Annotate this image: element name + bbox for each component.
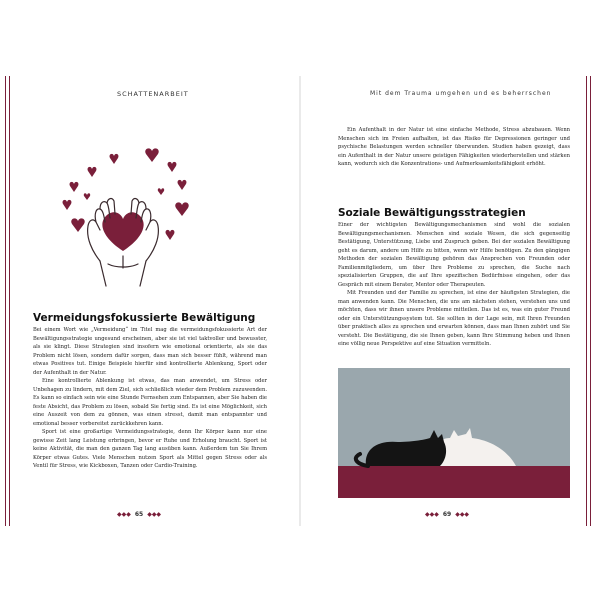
right-intro-text xyxy=(338,126,570,169)
left-body-text xyxy=(33,326,267,471)
paragraph: Bei einem Wort wie „Vermeidung“ im Titel mag die vermeidungsfokussierte Art der Bewältigungsstrategie ungesund erscheinen, aber sie ist viel taktvoller und bewusster, als sie klingt. Diese Strategien sind insofern wie emotional orientierte, als sie das Problem nicht lösen, sondern dafür sorgen, dass man sich besser fühlt, während man etwas Positives tut. Einige Beispiele hierfür sind kontrollierte Ablenkung, Sport oder der Aufenthalt in der Natur. xyxy=(33,327,267,376)
paragraph: Eine kontrollierte Ablenkung ist etwas, das man anwendet, um Stress oder Unbehagen zu lindern, mit dem Ziel, sich schließlich wieder dem Problem zuzuwenden. Es kann so einfach sein wie eine Stunde Fernsehen zum Entspannen, aber Sie haben die feste Absicht, das Problem zu lösen, sobald Sie fertig sind. Es ist eine Möglichkeit, sich eine Auszeit von dem zu gönnen, was einen stresst, damit man entspannter und emotional besser vorbereitet zurückkehren kann. xyxy=(33,378,267,427)
ornament-icon: ◆◆◆ xyxy=(425,511,439,518)
ornament-icon: ◆◆◆ xyxy=(117,511,131,518)
black-and-white-cats-image xyxy=(338,368,570,498)
right-margin-rule xyxy=(590,76,591,526)
section-heading-social: Soziale Bewältigungsstrategien xyxy=(338,207,526,219)
paragraph: Ein Aufenthalt in der Natur ist eine einfache Methode, Stress abzubauen. Wenn Menschen sich im Freien aufhalten, ist das Risiko für Depressionen geringer und psychische Belastungen werden schneller überwunden. Studien haben gezeigt, dass ein Aufenthalt in der Natur unsere geistigen Fähigkeiten wiederherstellen und stärken kann, wodurch sich die Konzentrations- und Aufmerksamkeitsfähigkeit erhöht. xyxy=(338,127,570,167)
ornament-icon: ◆◆◆ xyxy=(455,511,470,518)
page-number-left: ◆◆◆ 65 ◆◆◆ xyxy=(117,511,162,518)
paragraph: Einer der wichtigsten Bewältigungsmechanismen sind wohl die sozialen Bewältigungsmechanismen. Menschen sind soziale Wesen, die sich gegenseitig Bestätigung, Unterstützung, Liebe und Zuspruch geben. Bei der sozialen Bewältigung geht es darum, andere um Hilfe zu bitten, wenn wir Hilfe benötigen. Zu den gängigen Methoden der sozialen Bewältigung gehören das Ansprechen von Freunden oder Familienmitgliedern, um über Ihre Probleme zu sprechen, die Suche nach spezialisierten Gruppen, die auf Ihre spezifischen Bedürfnisse eingehen, oder das Gespräch mit einem Berater, Mentor oder Therapeuten. xyxy=(338,222,570,288)
section-heading-avoidance: Vermeidungsfokussierte Bewältigung xyxy=(33,312,256,324)
running-header-right: Mit dem Trauma umgehen und es beherrschen xyxy=(370,90,552,97)
paragraph: Mit Freunden und der Familie zu sprechen, ist eine der häufigsten Strategien, die man anwenden kann. Die Menschen, die uns am nächsten stehen, verstehen uns und möchten, dass wir ihnen unsere Probleme mitteilen. Das ist es, was ein guter Freund oder ein Unterstützungssystem tut. Sie sollten in der Lage sein, mit Ihren Freunden über praktisch alles zu sprechen und erwarten können, dass man Ihnen zuhört und Sie versteht. Die Bestätigung, die sie Ihnen geben, kann Ihre Stimmung heben und Ihnen eine völlig neue Perspektive auf eine Situation vermitteln. xyxy=(338,290,570,347)
hands-holding-heart-icon xyxy=(48,146,198,296)
left-page xyxy=(0,76,300,526)
right-page xyxy=(300,76,600,526)
cats-illustration xyxy=(338,368,570,498)
right-body-text xyxy=(338,221,570,349)
ornament-icon: ◆◆◆ xyxy=(147,511,162,518)
running-header-left: SCHATTENARBEIT xyxy=(117,90,189,98)
left-margin-rule xyxy=(5,76,6,526)
right-margin-rule-inner xyxy=(586,76,587,526)
book-spread xyxy=(0,76,600,526)
page-number-right: ◆◆◆ 69 ◆◆◆ xyxy=(425,511,470,518)
paragraph: Sport ist eine großartige Vermeidungsstrategie, denn Ihr Körper kann nur eine gewisse Zeit lang Leistung erbringen, bevor er Ruhe und Erholung braucht. Sport ist keine Aktivität, die man den ganzen Tag lang ausüben kann. Außerdem tun Sie Ihrem Körper etwas Gutes. Viele Menschen nutzen Sport als Mittel gegen Stress oder als Ventil für Stress, wie Kickboxen, Tanzen oder Cardio-Training. xyxy=(33,429,267,469)
left-margin-rule-inner xyxy=(9,76,10,526)
